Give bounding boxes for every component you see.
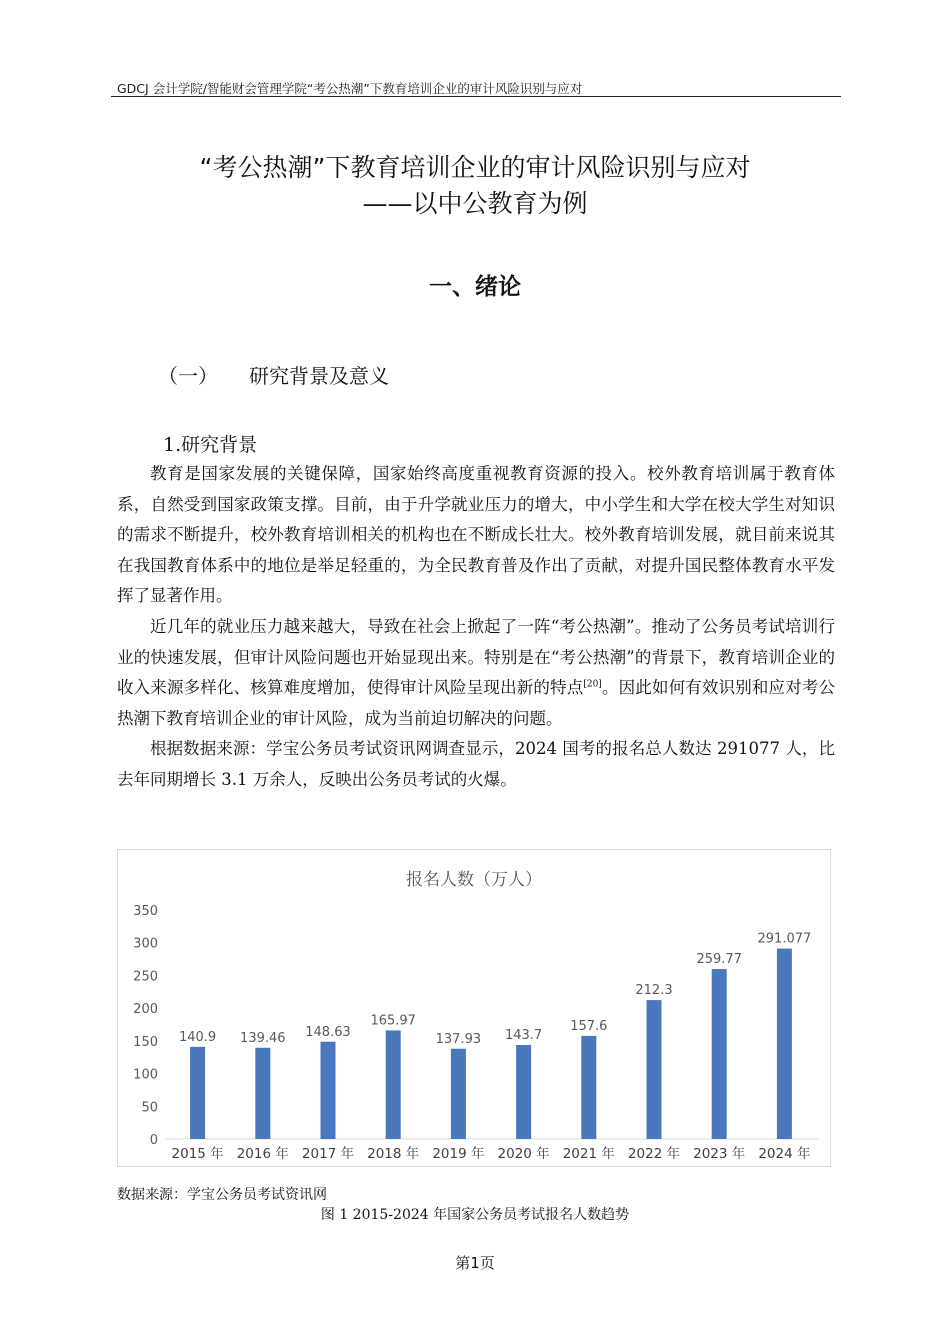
bar-value-label: 212.3 [635, 983, 673, 999]
paragraph-1: 教育是国家发展的关键保障，国家始终高度重视教育资源的投入。校外教育培训属于教育体系，自然受到国家政策支撑。目前，由于升学就业压力的增大，中小学生和大学在校大学生对知识的需求不断提升，校外教育培训相关的机构也在不断成长壮大。校外教育培训发展，就目前来说其在我国教育体系中的地位是举足轻重的，为全民教育普及作出了贡献，对提升国民整体教育水平发挥了显著作用。 [117, 464, 835, 606]
x-tick-label: 2015 年 [171, 1146, 224, 1162]
bar-value-label: 291.077 [757, 931, 812, 947]
bar-value-label: 148.63 [305, 1024, 351, 1040]
y-tick-label: 150 [133, 1034, 158, 1050]
x-tick-label: 2019 年 [432, 1146, 485, 1162]
document-title: “考公热潮”下教育培训企业的审计风险识别与应对 [199, 153, 751, 182]
x-tick-label: 2017 年 [301, 1146, 355, 1162]
x-tick-label: 2020 年 [497, 1146, 550, 1162]
x-tick-label: 2016 年 [236, 1146, 289, 1162]
subsection-title: 研究背景及意义 [249, 364, 389, 388]
bar [516, 1045, 531, 1139]
y-tick-label: 200 [133, 1002, 158, 1018]
x-tick-label: 2024 年 [758, 1146, 811, 1162]
subsection-number: （一） [158, 364, 218, 388]
figure-source-note: 数据来源：学宝公务员考试资讯网 [117, 1187, 327, 1203]
bar [777, 949, 792, 1139]
bar-value-label: 140.9 [178, 1029, 217, 1045]
bar-value-label: 143.7 [504, 1027, 543, 1043]
paragraph-2-tail: 。因此如何有效识别和应对考公热潮下教育培训企业的审计风险，成为当前迫切解决的问题。 [117, 678, 836, 728]
y-tick-label: 0 [149, 1133, 158, 1148]
paragraph-3: 根据数据来源：学宝公务员考试资讯网调查显示，2024 国考的报名总人数达 291077 人，比去年同期增长 3.1 万余人，反映出公务员考试的火爆。 [117, 739, 835, 789]
bar-value-label: 165.97 [370, 1013, 416, 1029]
bar [255, 1048, 270, 1139]
chart-frame [117, 849, 831, 1167]
y-tick-label: 300 [133, 936, 158, 952]
bar [321, 1042, 336, 1139]
y-tick-label: 100 [133, 1067, 158, 1083]
bar [190, 1047, 205, 1139]
bar-value-label: 139.46 [240, 1030, 286, 1046]
bar [581, 1036, 596, 1139]
running-header: GDCJ 会计学院/智能财会管理学院“考公热潮”下教育培训企业的审计风险识别与应对 [117, 81, 583, 96]
figure-caption: 图 1 2015-2024 年国家公务员考试报名人数趋势 [320, 1207, 630, 1223]
x-tick-label: 2021 年 [562, 1146, 615, 1162]
citation-ref[interactable]: [20] [583, 679, 602, 690]
header-rule [111, 96, 841, 97]
y-tick-label: 250 [133, 969, 158, 985]
bar [451, 1049, 466, 1139]
document-subtitle: ——以中公教育为例 [362, 189, 588, 218]
x-tick-label: 2022 年 [627, 1146, 681, 1162]
section-heading: 一、绪论 [429, 274, 521, 300]
y-tick-label: 50 [141, 1100, 158, 1116]
paragraph-2-text: 近几年的就业压力越来越大，导致在社会上掀起了一阵“考公热潮”。推动了公务员考试培训行业的快速发展，但审计风险问题也开始显现出来。特别是在“考公热潮”的背景下，教育培训企业的收入来源多样化、核算难度增加，使得审计风险呈现出新的特点 [117, 616, 835, 698]
bar [647, 1000, 662, 1139]
y-tick-label: 350 [133, 904, 158, 919]
bar [712, 969, 727, 1139]
body-text [117, 459, 835, 796]
bar [386, 1030, 401, 1139]
page-number: 第1页 [455, 1254, 495, 1272]
bar-value-label: 259.77 [696, 952, 742, 968]
chart-title: 报名人数（万人） [406, 870, 542, 890]
bar-chart [118, 850, 830, 1166]
bar-value-label: 137.93 [435, 1031, 482, 1047]
subsubsection-heading: 1.研究背景 [163, 434, 258, 456]
x-tick-label: 2023 年 [693, 1146, 746, 1162]
bar-value-label: 157.6 [570, 1018, 608, 1034]
x-tick-label: 2018 年 [367, 1146, 420, 1162]
paragraph-2 [117, 612, 835, 734]
